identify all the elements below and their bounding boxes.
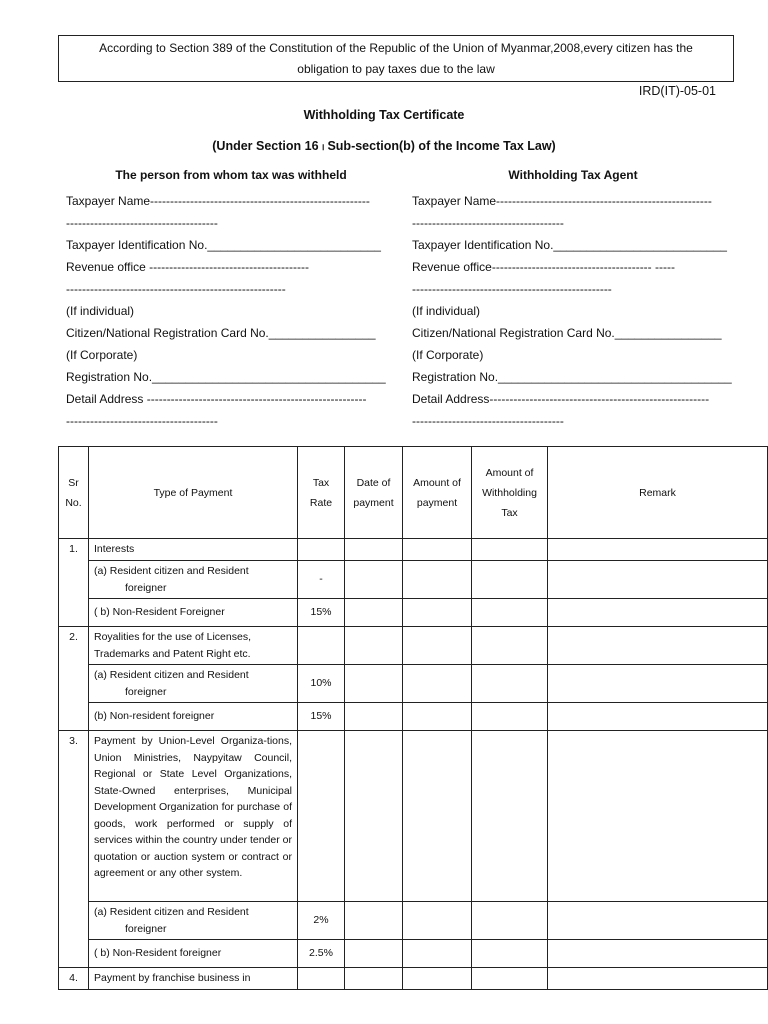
row-type: (b) Non-resident foreigner <box>89 703 298 731</box>
row-sr: 4. <box>59 968 89 990</box>
right-if-individual-label: (If individual) <box>412 304 481 318</box>
row-date-cell[interactable] <box>345 665 403 703</box>
row-type: Payment by franchise business in <box>89 968 298 990</box>
row-rate: - <box>298 561 345 599</box>
table-row <box>59 599 768 627</box>
row-type: (a) Resident citizen and Resident foreigner <box>89 561 298 599</box>
header-sr-no: Sr No. <box>59 447 89 539</box>
right-taxpayer-name-cont[interactable]: -------------------------------------- <box>412 216 564 230</box>
table-row <box>59 703 768 731</box>
row-amount-cell[interactable] <box>403 703 472 731</box>
left-tin-field[interactable]: Taxpayer Identification No.__________________________ <box>66 238 381 252</box>
row-date-cell[interactable] <box>345 561 403 599</box>
row-remark-cell[interactable] <box>548 940 768 968</box>
row-amount-cell[interactable] <box>403 599 472 627</box>
row-amount-cell[interactable] <box>403 627 472 665</box>
row-rate: 10% <box>298 665 345 703</box>
row-rate: 2.5% <box>298 940 345 968</box>
table-row <box>59 968 768 990</box>
row-date-cell[interactable] <box>345 902 403 940</box>
left-detail-address-cont[interactable]: -------------------------------------- <box>66 414 218 428</box>
withholding-agent-section <box>412 168 734 432</box>
payment-table <box>58 446 768 990</box>
row-amount-cell[interactable] <box>403 665 472 703</box>
right-nrc-field[interactable]: Citizen/National Registration Card No.________________ <box>412 326 722 340</box>
right-registration-field[interactable]: Registration No.___________________________________ <box>412 370 732 384</box>
notice-line-1: According to Section 389 of the Constitution of the Republic of the Union of Myanmar,2008,every citizen has the <box>99 41 693 55</box>
left-registration-field[interactable]: Registration No.___________________________________ <box>66 370 386 384</box>
table-row <box>59 902 768 940</box>
row-date-cell[interactable] <box>345 627 403 665</box>
row-withholding-cell[interactable] <box>472 539 548 561</box>
row-sr: 2. <box>59 627 89 731</box>
row-sr: 1. <box>59 539 89 627</box>
row-withholding-cell[interactable] <box>472 940 548 968</box>
left-detail-address-field[interactable]: Detail Address ------------------------------------------------------- <box>66 392 367 406</box>
row-amount-cell[interactable] <box>403 902 472 940</box>
row-amount-cell[interactable] <box>403 968 472 990</box>
row-amount-cell[interactable] <box>403 731 472 902</box>
row-withholding-cell[interactable] <box>472 731 548 902</box>
left-revenue-office-cont[interactable]: ------------------------------------------------------- <box>66 282 286 296</box>
left-revenue-office-field[interactable]: Revenue office ---------------------------------------- <box>66 260 310 274</box>
right-taxpayer-name-field[interactable]: Taxpayer Name------------------------------------------------------ <box>412 194 712 208</box>
row-date-cell[interactable] <box>345 599 403 627</box>
row-type: Payment by Union-Level Organiza-tions, Union Ministries, Naypyitaw Council, Regional or State Level Organizations, State-Owned enterprises, Municipal Development Organization for purchase of goods, work performed or supply of services within the country under tender or quotation or auction system or contract or agreement or any other system. <box>89 731 298 902</box>
row-type: Interests <box>89 539 298 561</box>
row-rate <box>298 627 345 665</box>
row-type: (a) Resident citizen and Resident foreigner <box>89 665 298 703</box>
left-taxpayer-name-cont[interactable]: -------------------------------------- <box>66 216 218 230</box>
row-rate: 2% <box>298 902 345 940</box>
row-rate <box>298 968 345 990</box>
row-withholding-cell[interactable] <box>472 665 548 703</box>
row-date-cell[interactable] <box>345 731 403 902</box>
row-amount-cell[interactable] <box>403 940 472 968</box>
constitution-notice-box <box>58 35 734 82</box>
header-amount-of-payment: Amount of payment <box>403 447 472 539</box>
left-if-individual-label: (If individual) <box>66 304 135 318</box>
header-tax-rate: Tax Rate <box>298 447 345 539</box>
right-revenue-office-cont[interactable]: -------------------------------------------------- <box>412 282 612 296</box>
table-row <box>59 627 768 665</box>
row-withholding-cell[interactable] <box>472 627 548 665</box>
row-remark-cell[interactable] <box>548 703 768 731</box>
right-detail-address-cont[interactable]: -------------------------------------- <box>412 414 564 428</box>
row-type: (a) Resident citizen and Resident foreigner <box>89 902 298 940</box>
notice-line-2: obligation to pay taxes due to the law <box>297 62 495 76</box>
table-row <box>59 940 768 968</box>
row-rate <box>298 731 345 902</box>
row-remark-cell[interactable] <box>548 731 768 902</box>
row-remark-cell[interactable] <box>548 561 768 599</box>
right-if-corporate-label: (If Corporate) <box>412 348 484 362</box>
row-withholding-cell[interactable] <box>472 561 548 599</box>
right-detail-address-field[interactable]: Detail Address------------------------------------------------------- <box>412 392 710 406</box>
table-header-row <box>59 447 768 539</box>
form-number: IRD(IT)-05-01 <box>638 84 716 98</box>
page-subtitle: (Under Section 16 ၊ Sub-section(b) of the Income Tax Law) <box>212 139 556 153</box>
left-taxpayer-name-field[interactable]: Taxpayer Name------------------------------------------------------- <box>66 194 370 208</box>
row-date-cell[interactable] <box>345 940 403 968</box>
row-remark-cell[interactable] <box>548 627 768 665</box>
row-withholding-cell[interactable] <box>472 599 548 627</box>
row-withholding-cell[interactable] <box>472 968 548 990</box>
withheld-person-section <box>66 168 396 432</box>
row-date-cell[interactable] <box>345 703 403 731</box>
row-date-cell[interactable] <box>345 968 403 990</box>
header-withholding-tax: Amount of Withholding Tax <box>472 447 548 539</box>
row-type: Royalities for the use of Licenses, Trademarks and Patent Right etc. <box>89 627 298 665</box>
row-type: ( b) Non-Resident foreigner <box>89 940 298 968</box>
row-remark-cell[interactable] <box>548 599 768 627</box>
row-remark-cell[interactable] <box>548 968 768 990</box>
row-amount-cell[interactable] <box>403 561 472 599</box>
table-row <box>59 539 768 561</box>
table-row <box>59 665 768 703</box>
row-withholding-cell[interactable] <box>472 703 548 731</box>
header-date-of-payment: Date of payment <box>345 447 403 539</box>
page-title: Withholding Tax Certificate <box>303 108 465 122</box>
header-type-of-payment: Type of Payment <box>89 447 298 539</box>
left-if-corporate-label: (If Corporate) <box>66 348 138 362</box>
row-amount-cell[interactable] <box>403 539 472 561</box>
row-sr: 3. <box>59 731 89 968</box>
row-date-cell[interactable] <box>345 539 403 561</box>
header-remark: Remark <box>548 447 768 539</box>
right-tin-field[interactable]: Taxpayer Identification No.__________________________ <box>412 238 727 252</box>
row-rate: 15% <box>298 599 345 627</box>
row-rate <box>298 539 345 561</box>
right-revenue-office-field[interactable]: Revenue office---------------------------------------- ----- <box>412 260 675 274</box>
row-remark-cell[interactable] <box>548 539 768 561</box>
left-nrc-field[interactable]: Citizen/National Registration Card No.________________ <box>66 326 376 340</box>
table-row <box>59 731 768 902</box>
row-type: ( b) Non-Resident Foreigner <box>89 599 298 627</box>
row-remark-cell[interactable] <box>548 902 768 940</box>
row-rate: 15% <box>298 703 345 731</box>
withheld-person-heading: The person from whom tax was withheld <box>115 168 347 182</box>
row-remark-cell[interactable] <box>548 665 768 703</box>
table-row <box>59 561 768 599</box>
row-withholding-cell[interactable] <box>472 902 548 940</box>
withholding-agent-heading: Withholding Tax Agent <box>508 168 638 182</box>
